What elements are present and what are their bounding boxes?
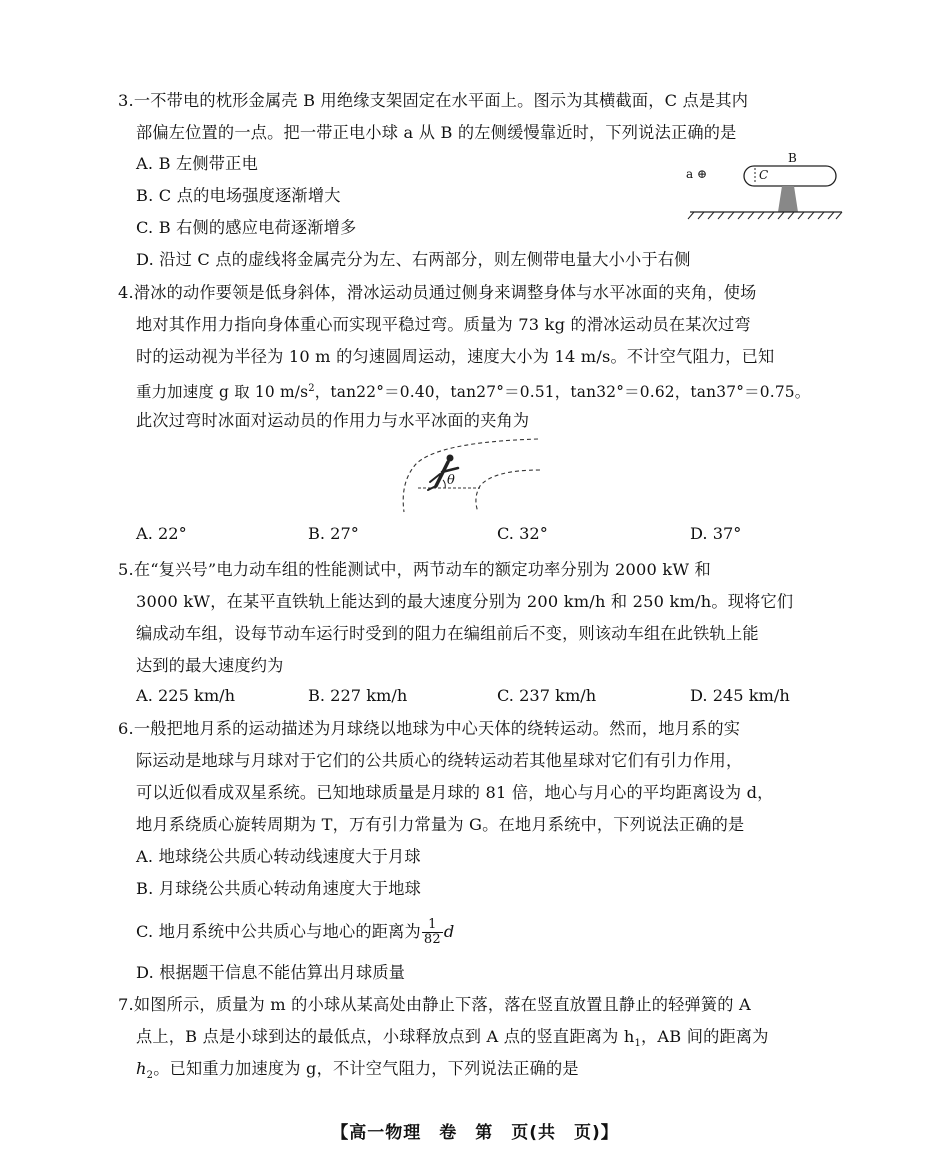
q7-stem-line2: 点上，B 点是小球到达的最低点，小球释放点到 A 点的竖直距离为 $h_1$，AB 间的距离为 — [136, 1027, 769, 1050]
q3-fig-label-b: B — [788, 151, 797, 165]
q3-option-d: D. 沿过 C 点的虚线将金属壳分为左、右两部分，则左侧带电量大小小于右侧 — [136, 250, 691, 269]
q6-option-d: D. 根据题干信息不能估算出月球质量 — [136, 963, 406, 982]
q3-figure — [680, 150, 850, 230]
q5-option-c: C. 237 km/h — [497, 686, 597, 705]
q6-option-c: C. 地月系统中公共质心与地心的距离为 $\frac{1}{82}$ d — [136, 917, 455, 947]
q7-stem-line1: 7.如图所示，质量为 m 的小球从某高处由静止下落，落在竖直放置且静止的轻弹簧的 A — [118, 995, 751, 1014]
q6-option-a: A. 地球绕公共质心转动线速度大于月球 — [136, 847, 421, 866]
q4-stem-line2: 地对其作用力指向身体重心而实现平稳过弯。质量为 73 kg 的滑冰运动员在某次过弯 — [136, 315, 751, 334]
q6-option-b: B. 月球绕公共质心转动角速度大于地球 — [136, 879, 421, 898]
q5-stem-line3: 编成动车组，设每节动车运行时受到的阻力在编组前后不变，则该动车组在此铁轨上能 — [136, 624, 759, 643]
q4-stem-line3: 时的运动视为半径为 10 m 的匀速圆周运动，速度大小为 14 m/s。不计空气阻力，已知 — [136, 347, 775, 366]
q7-stem-line3: $h_2$。已知重力加速度为 g，不计空气阻力，下列说法正确的是 — [136, 1059, 579, 1082]
q5-stem-line2: 3000 kW，在某平直铁轨上能达到的最大速度分别为 200 km/h 和 250 km/h。现将它们 — [136, 592, 794, 611]
q3-fig-label-c: C — [759, 168, 769, 182]
pillow-shell-diagram — [680, 150, 850, 230]
q5-option-a: A. 225 km/h — [136, 686, 236, 705]
q6-fraction: $\frac{1}{82}$ — [423, 917, 441, 947]
q4-stem-line4: 重力加速度 g 取 10 $m/s^2$，tan22°＝0.40，tan27°＝0.51，tan32°＝0.62，tan37°＝0.75。 — [136, 383, 811, 402]
page-footer: 【高一物理 卷 第 页(共 页)】 — [331, 1123, 619, 1143]
q3-option-c: C. B 右侧的感应电荷逐渐增多 — [136, 218, 357, 237]
q3-stem-line1: 3.一不带电的枕形金属壳 B 用绝缘支架固定在水平面上。图示为其横截面，C 点是其内 — [118, 91, 749, 110]
skater-curve-diagram — [398, 436, 548, 514]
q3-option-a: A. B 左侧带正电 — [136, 154, 258, 173]
q5-option-b: B. 227 km/h — [308, 686, 408, 705]
q6-stem-line4: 地月系绕质心旋转周期为 T，万有引力常量为 G。在地月系统中，下列说法正确的是 — [136, 815, 745, 834]
q3-fig-label-a: a ⊕ — [686, 167, 708, 181]
q5-option-d: D. 245 km/h — [690, 686, 790, 705]
q4-stem-line5: 此次过弯时冰面对运动员的作用力与水平冰面的夹角为 — [136, 411, 530, 430]
q4-figure — [398, 436, 548, 514]
q5-stem-line4: 达到的最大速度约为 — [136, 656, 284, 675]
q4-fig-theta: θ — [447, 473, 455, 488]
q6-stem-line2: 际运动是地球与月球对于它们的公共质心的绕转运动若其他星球对它们有引力作用， — [136, 751, 743, 770]
q4-option-c: C. 32° — [497, 524, 548, 543]
q4-option-d: D. 37° — [690, 524, 742, 543]
q4-option-a: A. 22° — [136, 524, 187, 543]
q6-stem-line3: 可以近似看成双星系统。已知地球质量是月球的 81 倍，地心与月心的平均距离设为 d， — [136, 783, 774, 802]
q6-stem-line1: 6.一般把地月系的运动描述为月球绕以地球为中心天体的绕转运动。然而，地月系的实 — [118, 719, 741, 738]
q3-option-b: B. C 点的电场强度逐渐增大 — [136, 186, 341, 205]
q4-stem-line1: 4.滑冰的动作要领是低身斜体，滑冰运动员通过侧身来调整身体与水平冰面的夹角，使场 — [118, 283, 757, 302]
q3-stem-line2: 部偏左位置的一点。把一带正电小球 a 从 B 的左侧缓慢靠近时，下列说法正确的是 — [136, 123, 737, 142]
q4-option-b: B. 27° — [308, 524, 359, 543]
q5-stem-line1: 5.在“复兴号”电力动车组的性能测试中，两节动车的额定功率分别为 2000 kW 和 — [118, 560, 711, 579]
